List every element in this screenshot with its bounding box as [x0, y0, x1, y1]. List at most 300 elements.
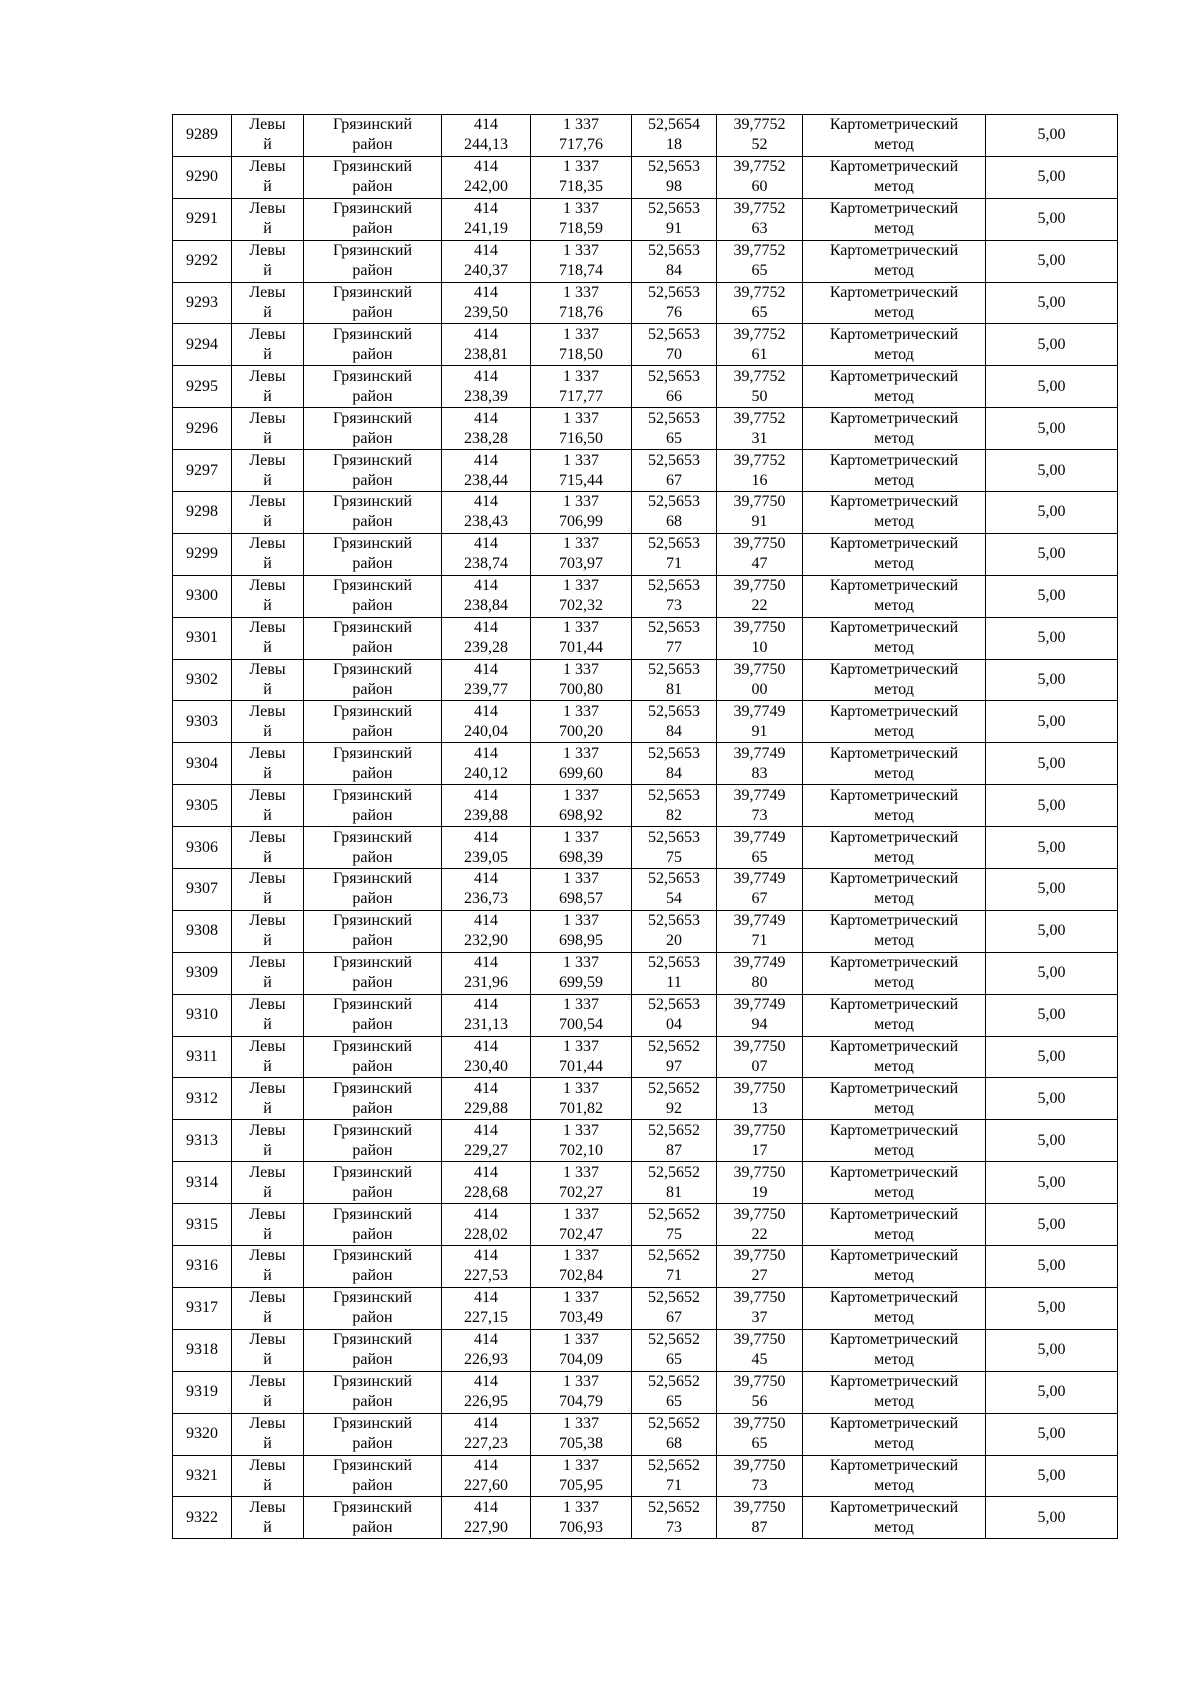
longitude-line-2: 37: [751, 1309, 768, 1327]
point-number-cell: 9289: [173, 115, 232, 157]
bank-side-line-1: Левы: [249, 116, 286, 134]
longitude-line-2: 91: [751, 722, 768, 740]
district-cell: [304, 1120, 442, 1162]
longitude-cell: [717, 156, 803, 198]
bank-side-line-2: й: [263, 1058, 272, 1076]
coord-y-cell: [531, 617, 632, 659]
district-cell: [304, 1036, 442, 1078]
coord-y-cell: [531, 1497, 632, 1539]
coord-x-line-1: 414: [474, 744, 498, 762]
bank-side-line-1: Левы: [249, 1498, 286, 1516]
longitude-line-1: 39,7752: [733, 200, 786, 218]
coord-y-line-1: 1 337: [563, 828, 599, 846]
coord-y-cell: [531, 1455, 632, 1497]
longitude-cell: [717, 1413, 803, 1455]
coord-x-cell: [442, 1162, 531, 1204]
method-line-2: метод: [874, 304, 914, 321]
latitude-line-2: 65: [666, 429, 682, 447]
coord-y-line-1: 1 337: [563, 409, 599, 427]
district-cell: [304, 785, 442, 827]
district-line-2: район: [352, 764, 393, 782]
bank-side-line-2: й: [263, 262, 272, 280]
longitude-line-2: 65: [751, 262, 768, 280]
coord-y-line-1: 1 337: [563, 1205, 599, 1223]
district-line-2: район: [352, 1183, 393, 1201]
table-row: [173, 1036, 1118, 1078]
coord-x-line-2: 232,90: [464, 932, 508, 950]
district-line-1: Грязинский: [332, 744, 413, 762]
district-cell: [304, 1162, 442, 1204]
coord-y-line-2: 702,10: [559, 1141, 603, 1159]
coord-y-line-2: 700,80: [559, 681, 603, 699]
coord-y-line-2: 698,92: [559, 806, 603, 824]
latitude-line-1: 52,5653: [648, 954, 700, 972]
coord-x-line-1: 414: [474, 786, 498, 804]
bank-side-cell: [232, 366, 304, 408]
method-line-2: метод: [874, 1518, 914, 1536]
longitude-line-1: 39,7750: [733, 1163, 786, 1181]
latitude-line-2: 71: [666, 1476, 682, 1494]
coord-x-line-2: 239,05: [464, 848, 508, 866]
district-line-2: район: [352, 848, 393, 866]
longitude-line-2: 73: [751, 806, 768, 824]
coord-y-line-2: 702,27: [559, 1183, 603, 1201]
bank-side-line-2: й: [263, 932, 272, 950]
method-cell: [803, 617, 986, 659]
coord-y-line-2: 717,77: [559, 387, 603, 405]
coord-y-line-1: 1 337: [563, 912, 599, 930]
district-cell: [304, 994, 442, 1036]
accuracy-cell: 5,00: [986, 282, 1118, 324]
district-line-1: Грязинский: [332, 912, 413, 930]
method-cell: [803, 910, 986, 952]
coord-x-line-1: 414: [474, 242, 498, 260]
point-number-cell: 9316: [173, 1246, 232, 1288]
district-line-1: Грязинский: [332, 367, 413, 385]
point-number-cell: 9300: [173, 575, 232, 617]
district-line-1: Грязинский: [332, 1498, 413, 1516]
district-cell: [304, 282, 442, 324]
coord-y-cell: [531, 492, 632, 534]
latitude-line-2: 81: [666, 681, 682, 699]
district-line-1: Грязинский: [332, 661, 413, 679]
coord-y-cell: [531, 198, 632, 240]
coord-y-line-1: 1 337: [563, 535, 599, 553]
method-cell: [803, 1371, 986, 1413]
district-cell: [304, 575, 442, 617]
accuracy-cell: 5,00: [986, 617, 1118, 659]
method-line-2: метод: [874, 890, 914, 908]
coord-y-cell: [531, 827, 632, 869]
coord-y-line-1: 1 337: [563, 954, 599, 972]
latitude-line-2: 67: [666, 471, 682, 489]
point-number-cell: 9320: [173, 1413, 232, 1455]
coord-y-cell: [531, 1246, 632, 1288]
longitude-line-2: 91: [751, 513, 768, 531]
latitude-line-1: 52,5653: [648, 535, 700, 553]
method-cell: [803, 994, 986, 1036]
method-line-2: метод: [874, 1435, 914, 1453]
district-line-1: Грязинский: [332, 1331, 413, 1349]
district-line-2: район: [352, 1351, 393, 1369]
method-line-1: Картометрический: [829, 1163, 959, 1181]
longitude-line-1: 39,7749: [733, 744, 786, 762]
longitude-line-2: 22: [751, 597, 768, 615]
longitude-line-1: 39,7750: [733, 1121, 786, 1139]
method-line-2: метод: [874, 639, 914, 657]
latitude-line-2: 84: [666, 262, 682, 280]
coord-y-line-2: 701,44: [559, 1058, 603, 1076]
point-number-cell: 9293: [173, 282, 232, 324]
coord-y-cell: [531, 1287, 632, 1329]
point-number-cell: 9305: [173, 785, 232, 827]
coord-x-cell: [442, 952, 531, 994]
latitude-line-2: 87: [666, 1141, 682, 1159]
coord-x-line-1: 414: [474, 912, 498, 930]
method-line-1: Картометрический: [829, 1456, 959, 1474]
latitude-cell: [632, 910, 717, 952]
bank-side-line-1: Левы: [249, 1373, 286, 1391]
coord-y-line-2: 716,50: [559, 429, 603, 447]
method-line-2: метод: [874, 429, 914, 447]
coordinates-table: [172, 114, 1118, 1539]
method-line-2: метод: [874, 220, 914, 238]
bank-side-cell: [232, 198, 304, 240]
method-line-1: Картометрический: [829, 1247, 959, 1265]
district-line-2: район: [352, 1099, 393, 1117]
coord-x-line-2: 238,74: [464, 555, 508, 573]
accuracy-cell: 5,00: [986, 156, 1118, 198]
coord-x-cell: [442, 450, 531, 492]
bank-side-line-2: й: [263, 1435, 272, 1453]
latitude-line-1: 52,5653: [648, 367, 700, 385]
bank-side-line-2: й: [263, 681, 272, 699]
district-line-1: Грязинский: [332, 1456, 413, 1474]
bank-side-line-1: Левы: [249, 1163, 286, 1181]
longitude-line-1: 39,7750: [733, 1289, 786, 1307]
longitude-cell: [717, 1204, 803, 1246]
bank-side-line-1: Левы: [249, 409, 286, 427]
accuracy-cell: 5,00: [986, 408, 1118, 450]
coord-x-cell: [442, 617, 531, 659]
coord-x-line-1: 414: [474, 116, 498, 134]
coord-y-line-1: 1 337: [563, 1247, 599, 1265]
table-row: [173, 1287, 1118, 1329]
table-row: [173, 1497, 1118, 1539]
accuracy-cell: 5,00: [986, 1413, 1118, 1455]
accuracy-cell: 5,00: [986, 910, 1118, 952]
bank-side-cell: [232, 743, 304, 785]
accuracy-cell: 5,00: [986, 240, 1118, 282]
bank-side-line-1: Левы: [249, 702, 286, 720]
coord-y-line-1: 1 337: [563, 1289, 599, 1307]
latitude-line-1: 52,5653: [648, 325, 700, 343]
method-line-2: метод: [874, 1099, 914, 1117]
method-line-1: Картометрический: [829, 284, 959, 301]
bank-side-line-2: й: [263, 345, 272, 363]
method-cell: [803, 575, 986, 617]
bank-side-line-2: й: [263, 178, 272, 196]
accuracy-cell: 5,00: [986, 1329, 1118, 1371]
coord-x-cell: [442, 282, 531, 324]
coord-x-line-2: 241,19: [464, 220, 508, 238]
table-row: [173, 659, 1118, 701]
district-line-2: район: [352, 932, 393, 950]
bank-side-cell: [232, 1371, 304, 1413]
bank-side-cell: [232, 785, 304, 827]
accuracy-cell: 5,00: [986, 701, 1118, 743]
latitude-cell: [632, 1078, 717, 1120]
bank-side-line-2: й: [263, 1309, 272, 1327]
latitude-line-2: 77: [666, 639, 682, 657]
district-cell: [304, 743, 442, 785]
point-number-cell: 9319: [173, 1371, 232, 1413]
latitude-line-1: 52,5653: [648, 702, 700, 720]
method-cell: [803, 408, 986, 450]
longitude-cell: [717, 1287, 803, 1329]
accuracy-cell: 5,00: [986, 1078, 1118, 1120]
district-line-1: Грязинский: [332, 116, 413, 134]
bank-side-line-2: й: [263, 597, 272, 615]
table-row: [173, 1329, 1118, 1371]
method-line-2: метод: [874, 262, 914, 280]
coord-y-cell: [531, 785, 632, 827]
coord-y-line-2: 703,97: [559, 555, 603, 573]
bank-side-cell: [232, 450, 304, 492]
latitude-line-1: 52,5652: [648, 1079, 700, 1097]
longitude-line-1: 39,7750: [733, 1331, 786, 1349]
bank-side-line-2: й: [263, 220, 272, 238]
coord-x-line-2: 229,27: [464, 1141, 508, 1159]
coord-y-line-2: 698,95: [559, 932, 603, 950]
latitude-line-2: 68: [666, 1435, 682, 1453]
district-line-1: Грязинский: [332, 1205, 413, 1223]
bank-side-line-2: й: [263, 471, 272, 489]
district-line-2: район: [352, 345, 393, 363]
accuracy-cell: 5,00: [986, 115, 1118, 157]
coord-x-line-2: 239,77: [464, 681, 508, 699]
district-line-2: район: [352, 1476, 393, 1494]
latitude-line-2: 20: [666, 932, 682, 950]
table-row: [173, 324, 1118, 366]
coord-y-line-1: 1 337: [563, 158, 599, 176]
table-row: [173, 156, 1118, 198]
coord-x-line-1: 414: [474, 577, 498, 595]
coord-y-line-2: 706,93: [559, 1518, 603, 1536]
accuracy-cell: 5,00: [986, 366, 1118, 408]
latitude-line-1: 52,5653: [648, 996, 700, 1014]
latitude-line-2: 73: [666, 597, 682, 615]
district-line-2: район: [352, 220, 393, 238]
coord-x-cell: [442, 1246, 531, 1288]
point-number-cell: 9295: [173, 366, 232, 408]
method-line-2: метод: [874, 722, 914, 740]
longitude-cell: [717, 617, 803, 659]
longitude-line-2: 27: [751, 1267, 768, 1285]
coord-y-line-2: 701,82: [559, 1099, 603, 1117]
district-cell: [304, 659, 442, 701]
district-line-2: район: [352, 806, 393, 824]
method-line-1: Картометрический: [829, 1079, 959, 1097]
latitude-cell: [632, 240, 717, 282]
method-cell: [803, 324, 986, 366]
coord-x-cell: [442, 869, 531, 911]
coord-y-line-2: 715,44: [559, 471, 603, 489]
coord-y-cell: [531, 1204, 632, 1246]
latitude-cell: [632, 952, 717, 994]
accuracy-cell: 5,00: [986, 1497, 1118, 1539]
district-line-1: Грязинский: [332, 200, 413, 218]
method-line-2: метод: [874, 1267, 914, 1285]
latitude-cell: [632, 575, 717, 617]
district-cell: [304, 450, 442, 492]
latitude-line-1: 52,5654: [648, 116, 700, 134]
longitude-line-1: 39,7750: [733, 1079, 786, 1097]
coord-y-line-1: 1 337: [563, 786, 599, 804]
district-line-1: Грязинский: [332, 1121, 413, 1139]
point-number-cell: 9307: [173, 869, 232, 911]
table-row: [173, 575, 1118, 617]
coord-x-line-2: 229,88: [464, 1099, 508, 1117]
method-cell: [803, 869, 986, 911]
coord-y-cell: [531, 1162, 632, 1204]
latitude-cell: [632, 533, 717, 575]
longitude-cell: [717, 910, 803, 952]
latitude-line-2: 65: [666, 1351, 682, 1369]
table-row: [173, 1120, 1118, 1162]
latitude-line-1: 52,5653: [648, 661, 700, 679]
latitude-cell: [632, 408, 717, 450]
method-cell: [803, 1036, 986, 1078]
method-cell: [803, 156, 986, 198]
coord-x-cell: [442, 743, 531, 785]
longitude-line-1: 39,7750: [733, 1205, 786, 1223]
coord-y-line-1: 1 337: [563, 1079, 599, 1097]
latitude-line-1: 52,5653: [648, 200, 700, 218]
accuracy-cell: 5,00: [986, 1162, 1118, 1204]
point-number-cell: 9292: [173, 240, 232, 282]
bank-side-line-1: Левы: [249, 619, 286, 637]
coord-y-line-2: 703,49: [559, 1309, 603, 1327]
bank-side-line-1: Левы: [249, 1456, 286, 1474]
coord-y-line-2: 705,95: [559, 1476, 603, 1494]
coord-x-line-2: 226,93: [464, 1351, 508, 1369]
latitude-cell: [632, 1287, 717, 1329]
coord-y-cell: [531, 324, 632, 366]
longitude-cell: [717, 1246, 803, 1288]
method-line-1: Картометрический: [829, 1205, 959, 1223]
latitude-line-2: 70: [666, 345, 682, 363]
coord-y-line-1: 1 337: [563, 661, 599, 679]
latitude-cell: [632, 869, 717, 911]
coord-y-cell: [531, 1036, 632, 1078]
coord-x-line-2: 230,40: [464, 1058, 508, 1076]
bank-side-cell: [232, 952, 304, 994]
table-row: [173, 1413, 1118, 1455]
point-number-cell: 9312: [173, 1078, 232, 1120]
longitude-line-1: 39,7750: [733, 535, 786, 553]
method-line-2: метод: [874, 1393, 914, 1411]
longitude-cell: [717, 492, 803, 534]
longitude-cell: [717, 533, 803, 575]
coord-y-line-1: 1 337: [563, 1456, 599, 1474]
table-row: [173, 869, 1118, 911]
method-line-2: метод: [874, 932, 914, 950]
longitude-line-1: 39,7750: [733, 1247, 786, 1265]
latitude-cell: [632, 617, 717, 659]
coord-x-line-2: 231,96: [464, 974, 508, 992]
latitude-line-1: 52,5652: [648, 1289, 700, 1307]
coord-y-cell: [531, 1371, 632, 1413]
table-row: [173, 450, 1118, 492]
longitude-cell: [717, 282, 803, 324]
latitude-line-2: 04: [666, 1016, 682, 1034]
table-row: [173, 408, 1118, 450]
latitude-cell: [632, 1497, 717, 1539]
coord-y-cell: [531, 1078, 632, 1120]
method-line-2: метод: [874, 681, 914, 699]
coord-y-line-2: 704,79: [559, 1393, 603, 1411]
bank-side-line-2: й: [263, 639, 272, 657]
bank-side-line-1: Левы: [249, 242, 286, 260]
longitude-line-1: 39,7749: [733, 996, 786, 1014]
latitude-cell: [632, 1455, 717, 1497]
coord-x-line-2: 240,04: [464, 722, 508, 740]
point-number-cell: 9294: [173, 324, 232, 366]
method-line-2: метод: [874, 471, 914, 489]
method-line-1: Картометрический: [829, 158, 959, 176]
district-line-1: Грязинский: [332, 535, 413, 553]
coord-y-line-1: 1 337: [563, 619, 599, 637]
coord-y-cell: [531, 1120, 632, 1162]
district-line-2: район: [352, 1518, 393, 1536]
table-row: [173, 910, 1118, 952]
coord-y-line-1: 1 337: [563, 367, 599, 385]
method-line-2: метод: [874, 1016, 914, 1034]
coord-y-cell: [531, 408, 632, 450]
longitude-line-1: 39,7749: [733, 786, 786, 804]
bank-side-line-2: й: [263, 1016, 272, 1034]
latitude-cell: [632, 994, 717, 1036]
bank-side-line-1: Левы: [249, 451, 286, 469]
bank-side-cell: [232, 115, 304, 157]
method-cell: [803, 282, 986, 324]
method-line-2: метод: [874, 1183, 914, 1201]
longitude-line-2: 63: [751, 220, 768, 238]
bank-side-cell: [232, 408, 304, 450]
method-line-1: Картометрический: [829, 1289, 959, 1307]
bank-side-line-2: й: [263, 1183, 272, 1201]
longitude-line-2: 31: [751, 429, 768, 447]
coord-x-line-1: 414: [474, 1038, 498, 1056]
district-line-1: Грязинский: [332, 1415, 413, 1433]
district-cell: [304, 533, 442, 575]
latitude-line-2: 75: [666, 1225, 682, 1243]
method-cell: [803, 701, 986, 743]
table-row: [173, 366, 1118, 408]
longitude-line-2: 10: [751, 639, 768, 657]
coord-x-line-1: 414: [474, 1121, 498, 1139]
coord-x-line-1: 414: [474, 1331, 498, 1349]
coord-x-line-2: 226,95: [464, 1393, 508, 1411]
coord-x-cell: [442, 1497, 531, 1539]
latitude-line-2: 84: [666, 764, 682, 782]
method-line-1: Картометрический: [829, 744, 959, 762]
district-line-2: район: [352, 639, 393, 657]
latitude-line-1: 52,5653: [648, 786, 700, 804]
method-line-2: метод: [874, 387, 914, 405]
method-cell: [803, 115, 986, 157]
